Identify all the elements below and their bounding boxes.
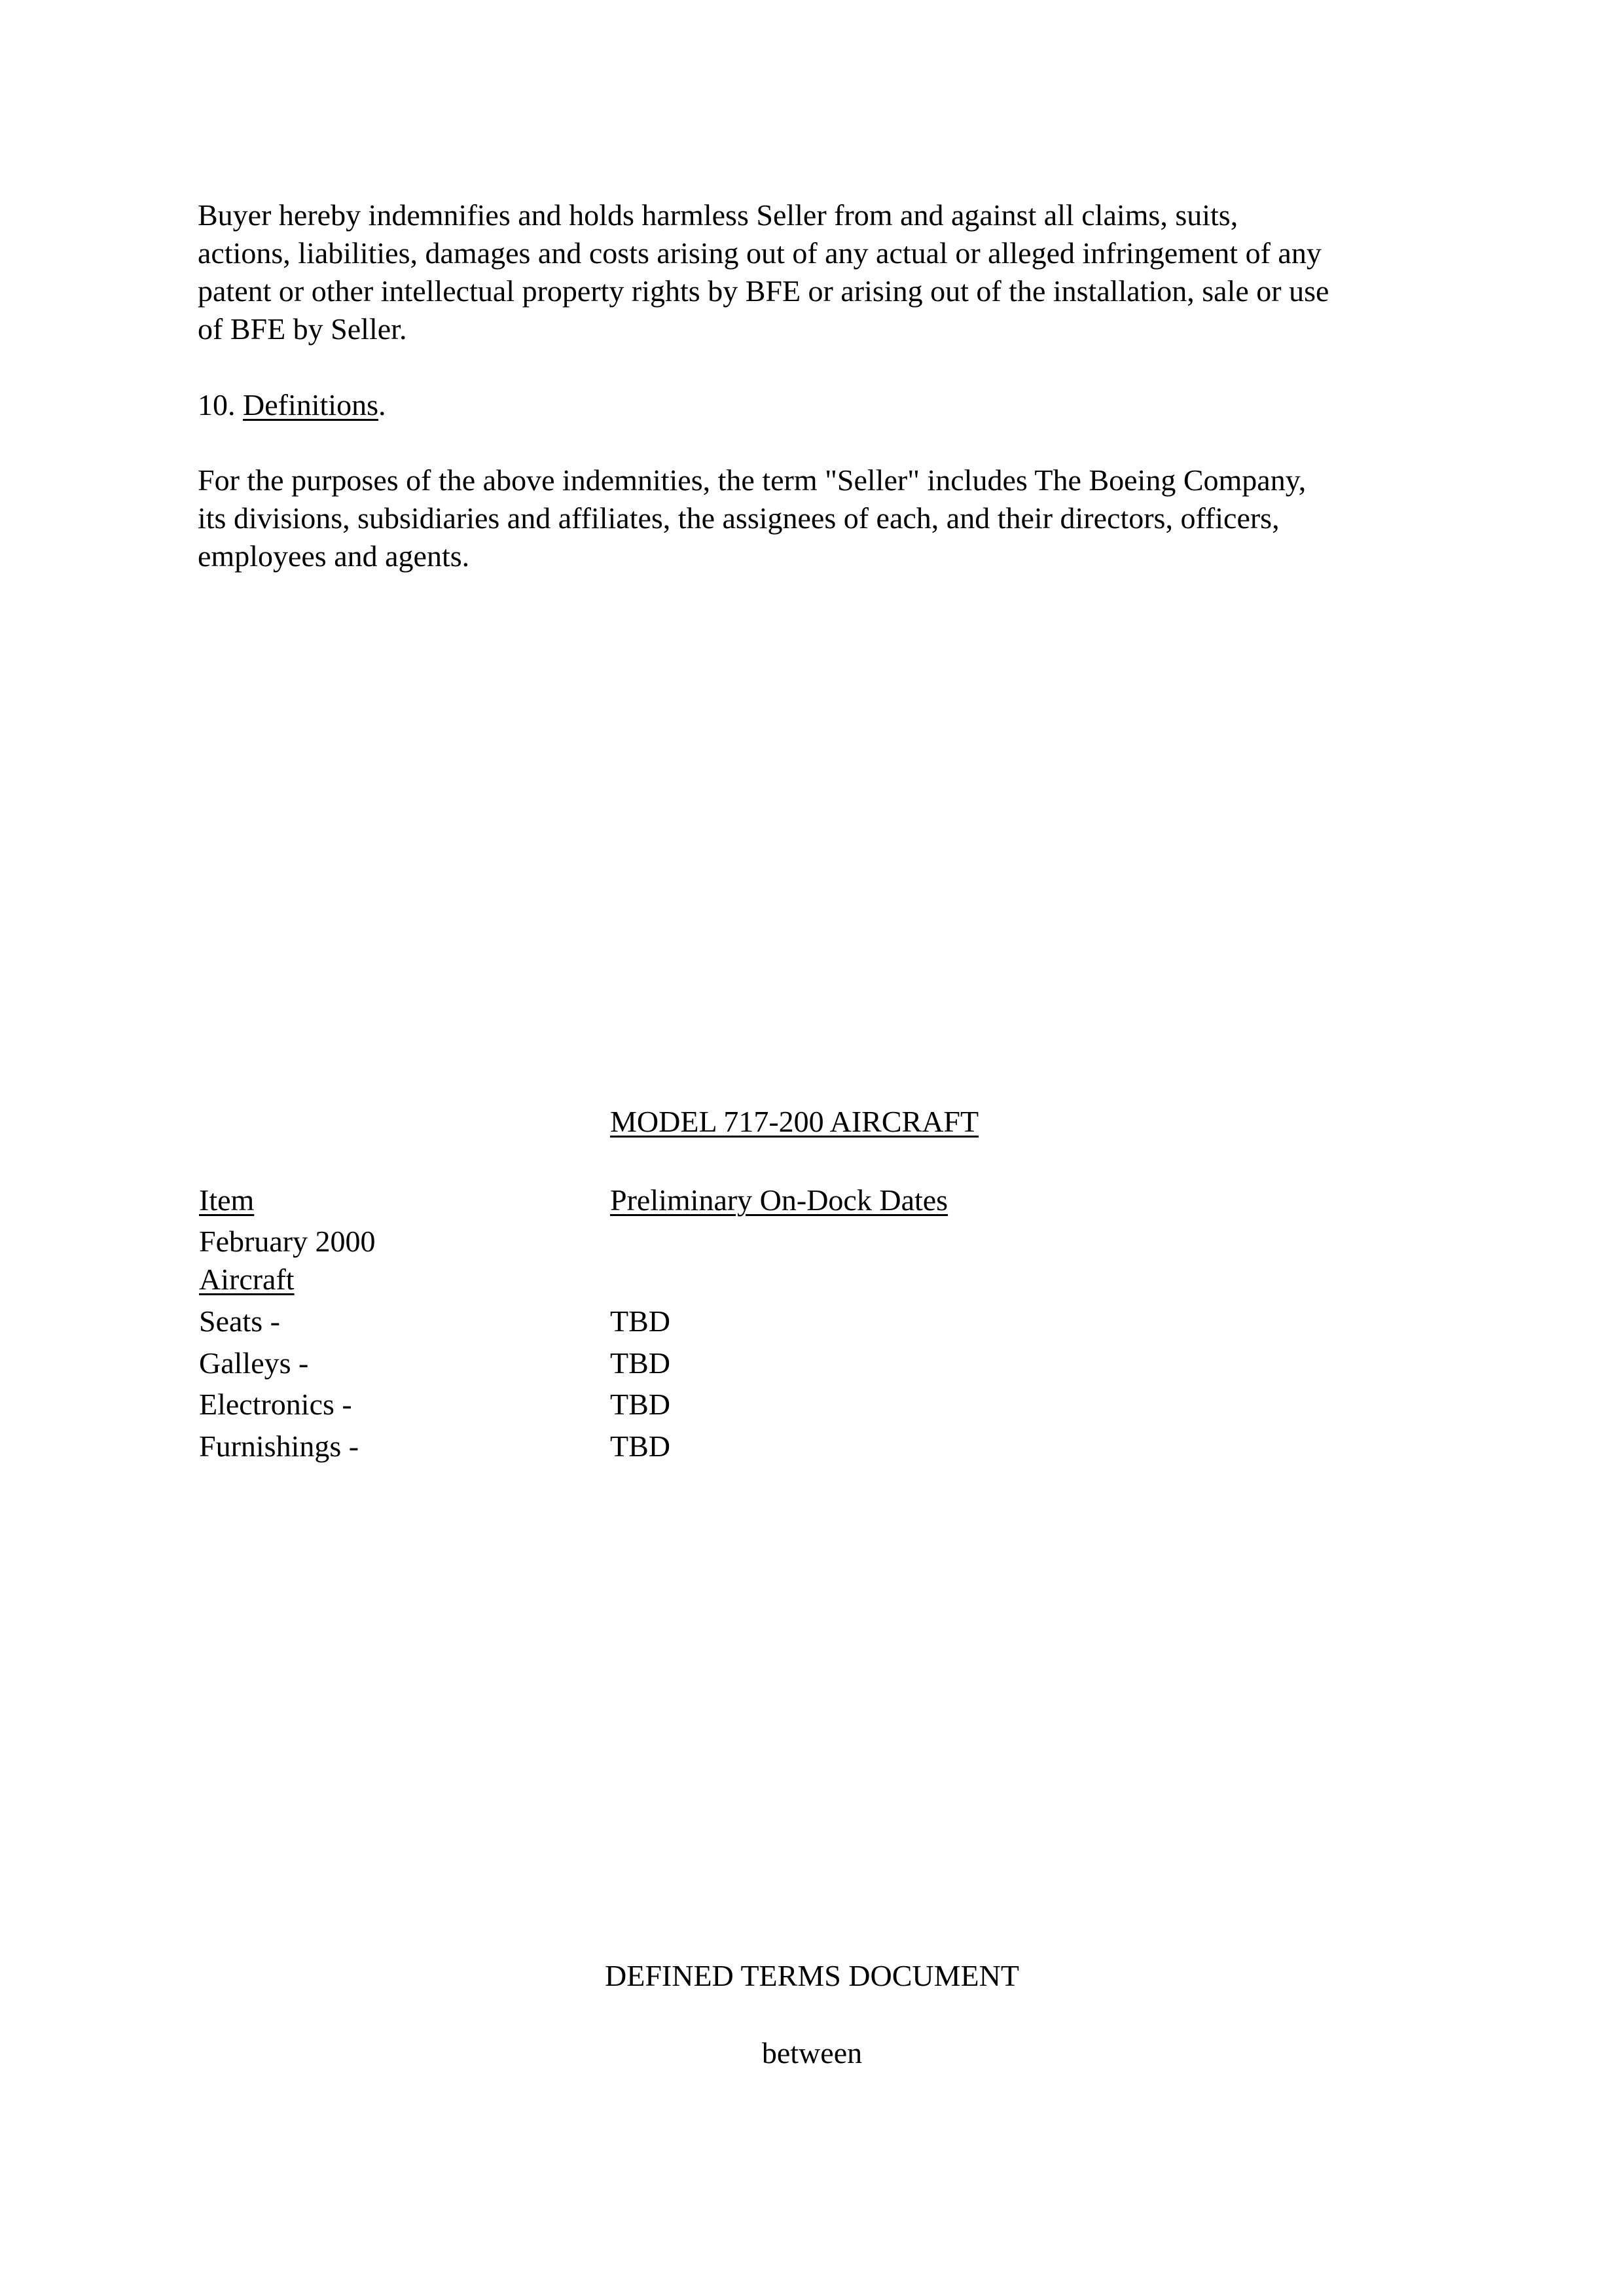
definitions-paragraph	[198, 461, 1441, 575]
paragraph-line: of BFE by Seller.	[198, 312, 407, 346]
dates-column-header: Preliminary On-Dock Dates	[610, 1183, 948, 1217]
section-title: Definitions	[243, 388, 378, 422]
row-item: Galleys -	[199, 1346, 309, 1380]
paragraph-line: patent or other intellectual property rights by BFE or arising out of the installation, sale or use	[198, 274, 1329, 308]
section-number: 10.	[198, 388, 236, 422]
document-subtitle: between	[761, 2036, 863, 2070]
section-title-period: .	[378, 388, 386, 422]
paragraph-line: For the purposes of the above indemnities, the term "Seller" includes The Boeing Company,	[198, 463, 1307, 497]
aircraft-label: Aircraft	[199, 1263, 295, 1296]
row-date: TBD	[610, 1429, 670, 1463]
paragraph-line: Buyer hereby indemnifies and holds harmless Seller from and against all claims, suits,	[198, 198, 1238, 232]
row-date: TBD	[610, 1388, 670, 1421]
row-item: Seats -	[199, 1304, 280, 1338]
row-date: TBD	[610, 1346, 670, 1380]
row-item: Furnishings -	[199, 1429, 359, 1463]
indemnity-paragraph	[198, 196, 1441, 348]
document-title: DEFINED TERMS DOCUMENT	[605, 1959, 1019, 1992]
item-column-header: Item	[199, 1183, 255, 1217]
month-label: February 2000	[199, 1225, 376, 1258]
definitions-heading	[198, 386, 386, 424]
paragraph-line: employees and agents.	[198, 539, 470, 573]
row-date: TBD	[610, 1304, 670, 1338]
paragraph-line: its divisions, subsidiaries and affiliates, the assignees of each, and their directors, officers,	[198, 501, 1280, 535]
schedule-title: MODEL 717-200 AIRCRAFT	[610, 1105, 979, 1138]
paragraph-line: actions, liabilities, damages and costs arising out of any actual or alleged infringement of any	[198, 236, 1322, 270]
row-item: Electronics -	[199, 1388, 352, 1421]
